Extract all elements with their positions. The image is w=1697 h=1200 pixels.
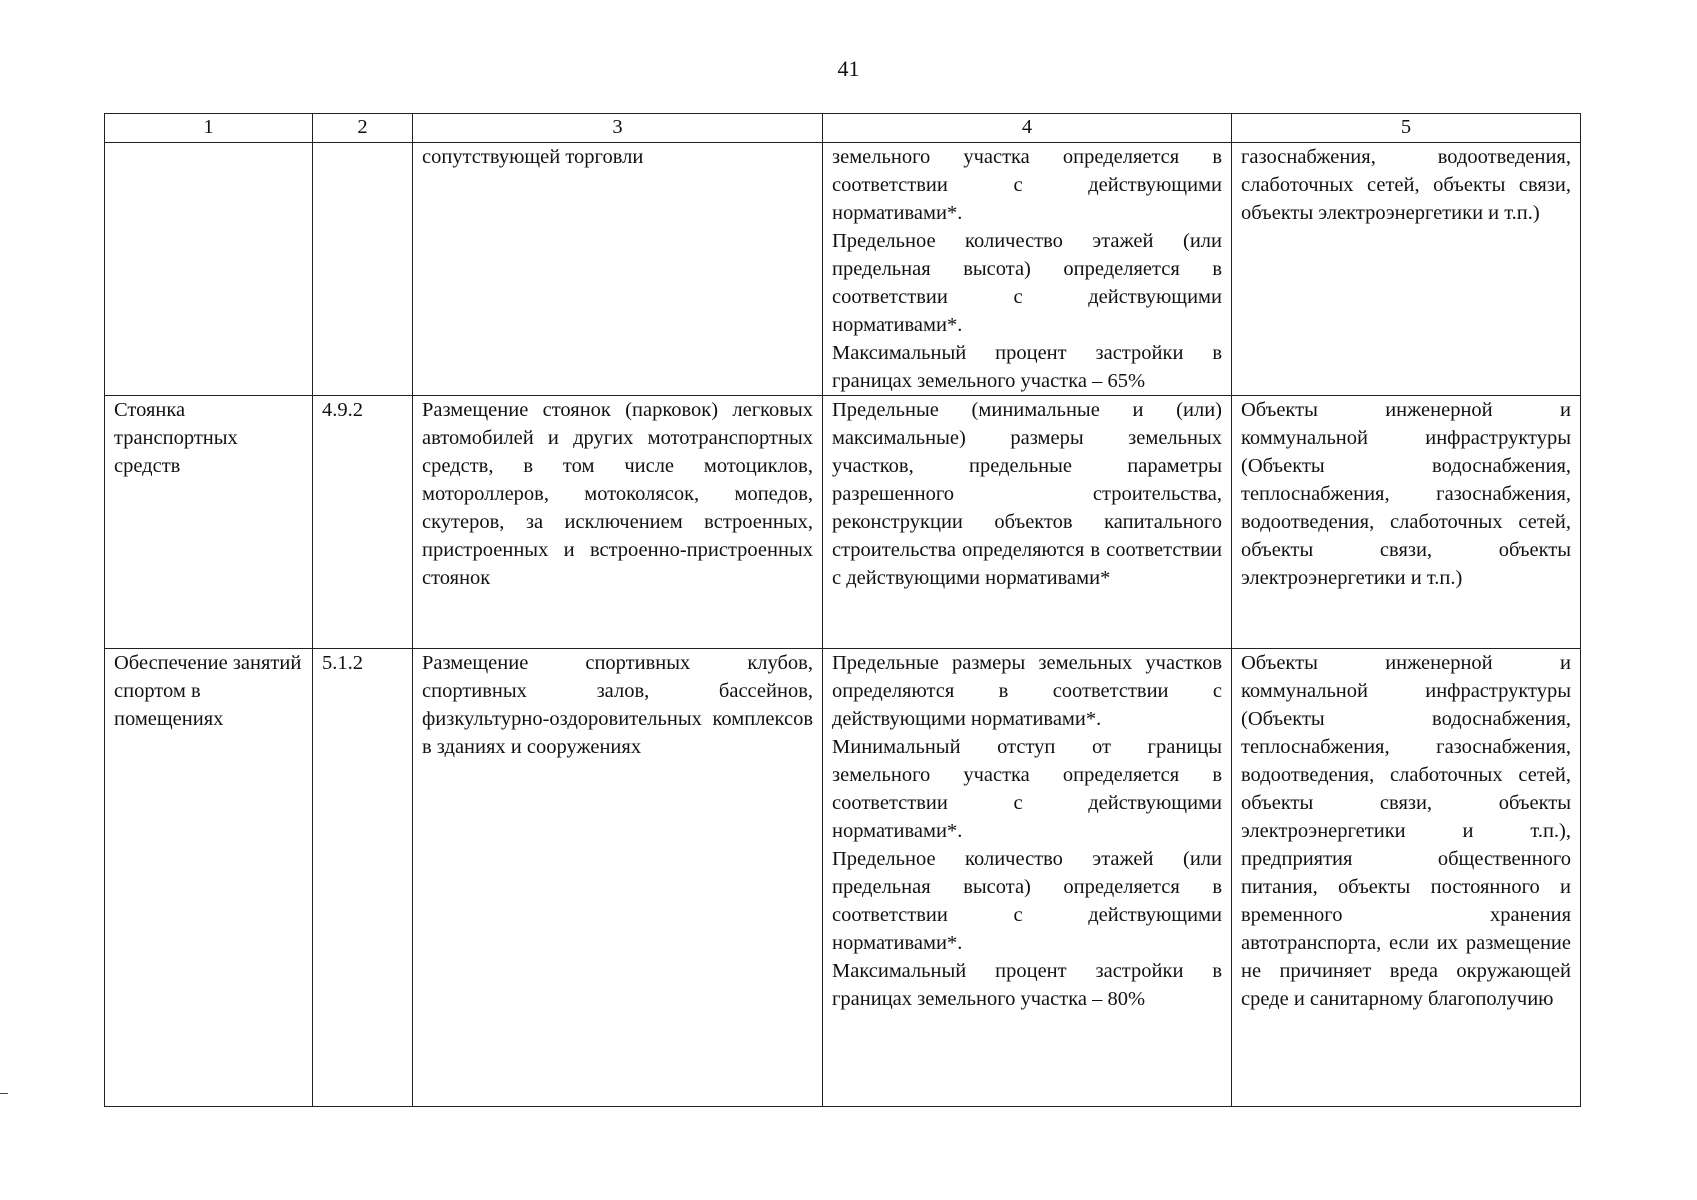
column-header-1: 1 (105, 114, 313, 143)
cell-use-description: Размещение спортивных клубов, спортивных залов, бассейнов, физкультурно-оздоровительных комплексов в зданиях и сооружениях (413, 649, 823, 1107)
cell-auxiliary-uses: газоснабжения, водоотведения, слаботочных сетей, объекты связи, объекты электроэнергетики и т.п.) (1232, 143, 1581, 396)
column-header-4: 4 (823, 114, 1232, 143)
column-header-5: 5 (1232, 114, 1581, 143)
cell-use-code: 5.1.2 (313, 649, 413, 1107)
cell-parameters (823, 396, 1232, 649)
cell-parameters (823, 143, 1232, 396)
cell-parameters (823, 649, 1232, 1107)
parameter-paragraph: Предельные (минимальные и (или) максимальные) размеры земельных участков, предельные параметры разрешенного строительства, реконструкции объектов капитального строительства определяются в соответствии с действующими нормативами* (832, 399, 1222, 589)
table-row (105, 143, 1581, 396)
table-row (105, 649, 1581, 1107)
cell-auxiliary-uses: Объекты инженерной и коммунальной инфраструктуры (Объекты водоснабжения, теплоснабжения, газоснабжения, водоотведения, слаботочных сетей, объекты связи, объекты электроэнергетики и т.п.), предприятия общественного питания, объекты постоянного и временного хранения автотранспорта, если их размещение не причиняет вреда окружающей среде и санитарному благополучию (1232, 649, 1581, 1107)
header-row (105, 114, 1581, 143)
cell-use-name: Стоянка транспортных средств (105, 396, 313, 649)
land-use-table (104, 113, 1581, 1107)
column-header-2: 2 (313, 114, 413, 143)
cell-use-description: сопутствующей торговли (413, 143, 823, 396)
column-header-3: 3 (413, 114, 823, 143)
cell-use-name (105, 143, 313, 396)
scan-margin-mark (0, 1093, 8, 1094)
parameter-paragraph: Предельное количество этажей (или предельная высота) определяется в соответствии с действующими нормативами*. (832, 230, 1222, 336)
cell-use-code (313, 143, 413, 396)
cell-auxiliary-uses: Объекты инженерной и коммунальной инфраструктуры (Объекты водоснабжения, теплоснабжения, газоснабжения, водоотведения, слаботочных сетей, объекты связи, объекты электроэнергетики и т.п.) (1232, 396, 1581, 649)
cell-use-description: Размещение стоянок (парковок) легковых автомобилей и других мототранспортных средств, в том числе мотоциклов, мотороллеров, мотоколясок, мопедов, скутеров, за исключением встроенных, пристроенных и встроенно-пристроенных стоянок (413, 396, 823, 649)
parameter-paragraph: Максимальный процент застройки в границах земельного участка – 65% (832, 342, 1222, 392)
cell-use-code: 4.9.2 (313, 396, 413, 649)
table-body (105, 143, 1581, 1107)
table-row (105, 396, 1581, 649)
parameter-paragraph: земельного участка определяется в соответствии с действующими нормативами*. (832, 146, 1222, 224)
parameter-paragraph: Минимальный отступ от границы земельного участка определяется в соответствии с действующими нормативами*. (832, 736, 1222, 842)
page-number: 41 (837, 56, 860, 81)
parameter-paragraph: Максимальный процент застройки в границах земельного участка – 80% (832, 960, 1222, 1010)
table-header (105, 114, 1581, 143)
parameter-paragraph: Предельное количество этажей (или предельная высота) определяется в соответствии с действующими нормативами*. (832, 848, 1222, 954)
cell-use-name: Обеспечение занятий спортом в помещениях (105, 649, 313, 1107)
parameter-paragraph: Предельные размеры земельных участков определяются в соответствии с действующими нормативами*. (832, 652, 1222, 730)
